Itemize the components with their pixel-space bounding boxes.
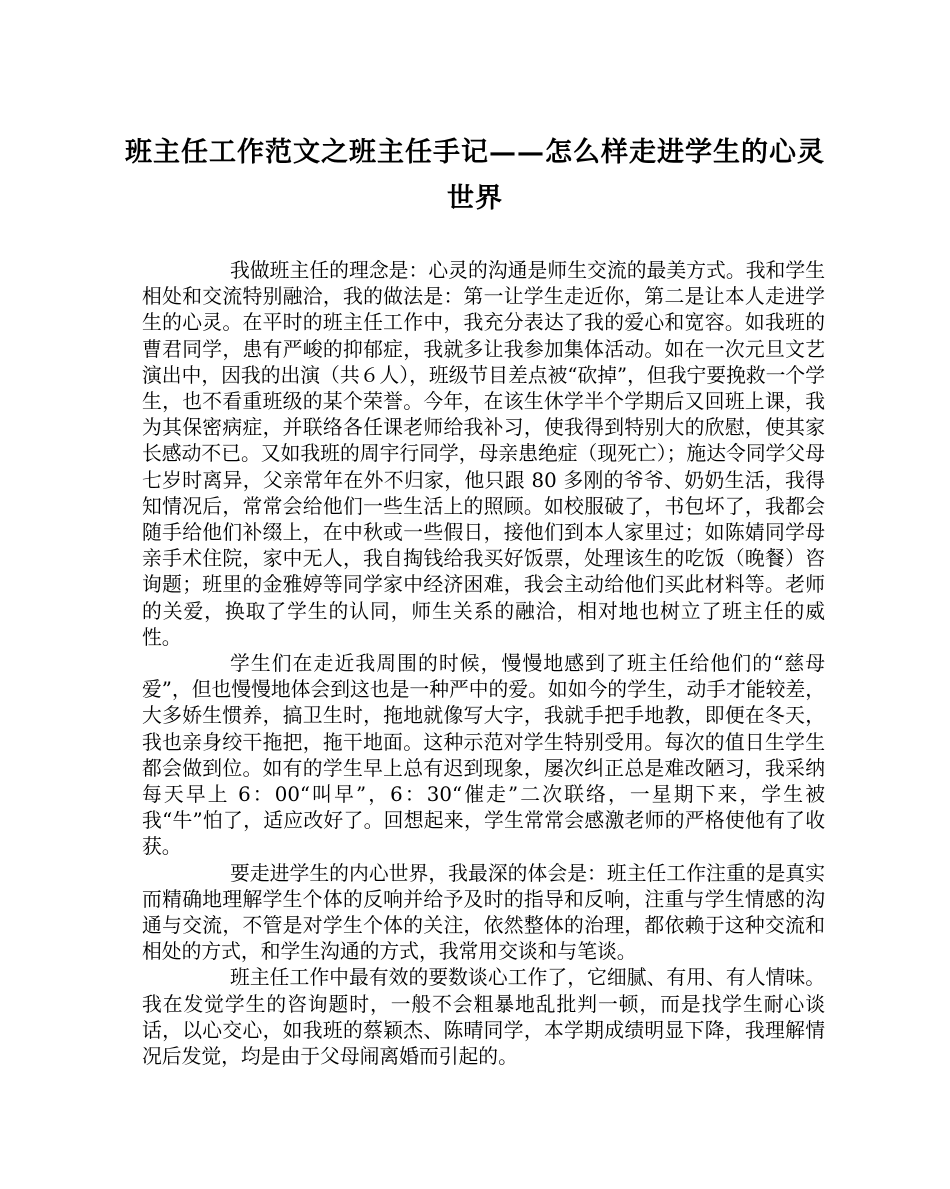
document-title: 班主任工作范文之班主任手记——怎么样走进学生的心灵世界 — [125, 137, 825, 214]
body-paragraph: 我做班主任的理念是：心灵的沟通是师生交流的最美方式。我和学生相处和交流特别融洽，我的做法是：第一让学生走近你，第二是让本人走进学生的心灵。在平时的班主任工作中，我充分表达了我的爱心和宽容。如我班的曹君同学，患有严峻的抑郁症，我就多让我参加集体活动。如在一次元旦文艺演出中，因我的出演（共６人），班级节目差点被“砍掉”，但我宁要挽救一个学生，也不看重班级的某个荣誉。今年，在该生休学半个学期后又回班上课，我为其保密病症，并联络各任课老师给我补习，使我得到特别大的欣慰，使其家长感动不已。又如我班的周宇行同学，母亲患绝症（现死亡）；施达令同学父母七岁时离异，父亲常年在外不归家，他只跟 80 多刚的爷爷、奶奶生活，我得知情况后，常常会给他们一些生活上的照顾。如校服破了，书包坏了，我都会随手给他们补缀上，在中秋或一些假日，接他们到本人家里过；如陈婧同学母亲手术住院，家中无人，我自掏钱给我买好饭票，处理该生的吃饭（晚餐）咨询题；班里的金雅婷等同学家中经济困难，我会主动给他们买此材料等。老师的关爱，换取了学生的认同，师生关系的融洽，相对地也树立了班主任的威性。 — [142, 259, 825, 649]
body-paragraph: 学生们在走近我周围的时候，慢慢地感到了班主任给他们的“慈母爱”，但也慢慢地体会到这也是一种严中的爱。如如今的学生，动手才能较差，大多娇生惯养，搞卫生时，拖地就像写大字，我就手把手地教，即便在冬天，我也亲身绞干拖把，拖干地面。这种示范对学生特别受用。每次的值日生学生都会做到位。如有的学生早上总有迟到现象，屡次纠正总是难改陋习，我采纳每天早上 6：00“叫早”，6：30“催走”二次联络，一星期下来，学生被我“牛”怕了，适应改好了。回想起来，学生常常会感激老师的严格使他有了收获。 — [142, 652, 825, 859]
document-body — [142, 258, 825, 1070]
body-paragraph: 班主任工作中最有效的要数谈心工作了，它细腻、有用、有人情味。我在发觉学生的咨询题时，一般不会粗暴地乱批判一顿，而是找学生耐心谈话，以心交心，如我班的蔡颖杰、陈晴同学，本学期成绩明显下降，我理解情况后发觉，均是由于父母闹离婚而引起的。 — [142, 966, 825, 1069]
body-paragraph: 要走进学生的内心世界，我最深的体会是：班主任工作注重的是真实而精确地理解学生个体的反响并给予及时的指导和反响，注重与学生情感的沟通与交流，不管是对学生个体的关注，依然整体的治理，都依赖于这种交流和相处的方式，和学生沟通的方式，我常用交谈和与笔谈。 — [142, 861, 825, 964]
